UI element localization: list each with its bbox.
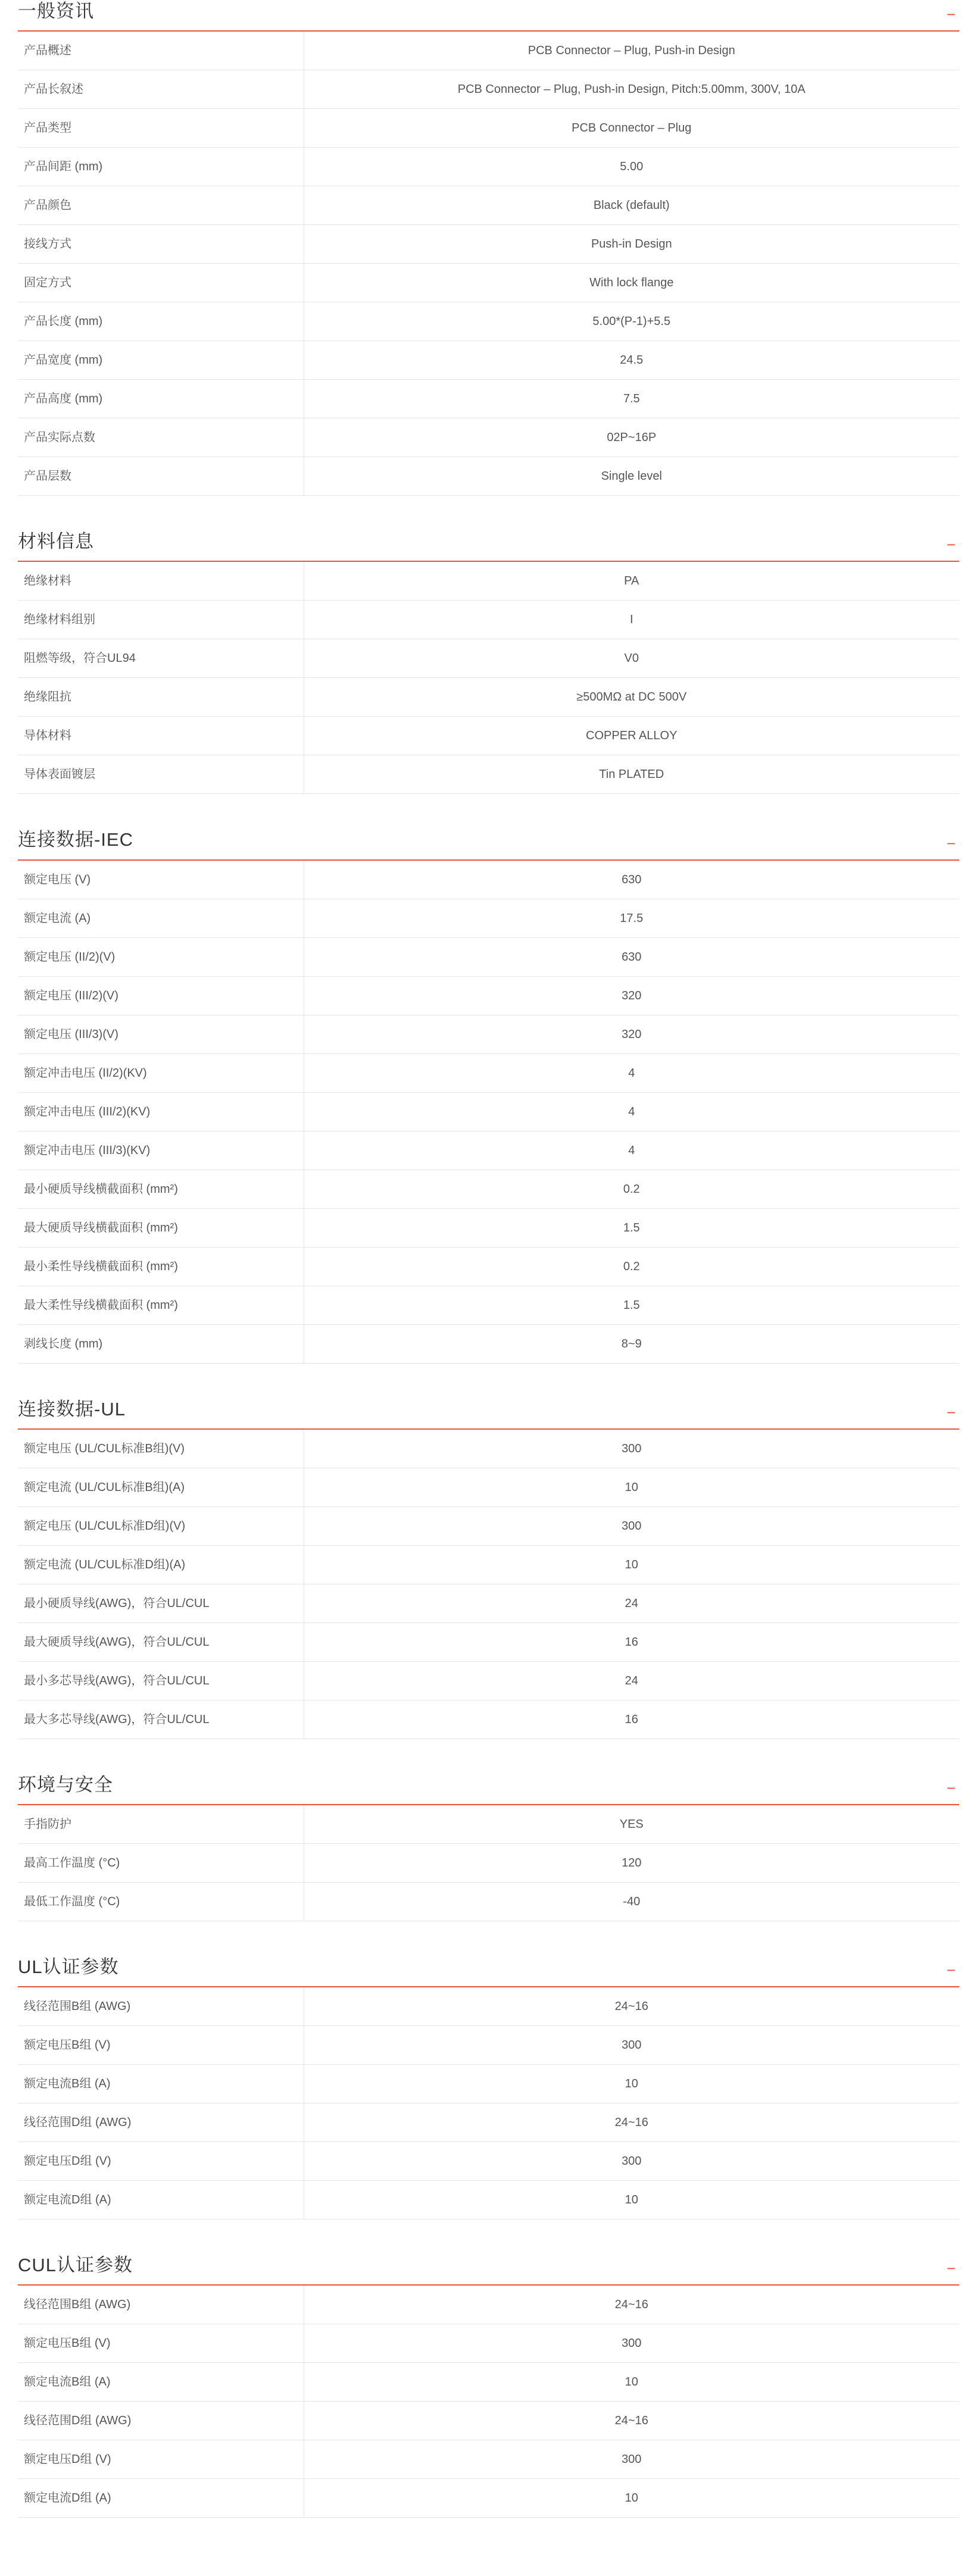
spec-label: 最大多芯导线(AWG)，符合UL/CUL [18, 1700, 304, 1739]
section-title: 连接数据-IEC [18, 829, 133, 851]
table-row [18, 1053, 959, 1092]
spec-label: 线径范围B组 (AWG) [18, 1987, 304, 2026]
spec-label: 导体材料 [18, 717, 304, 755]
spec-value: 630 [622, 873, 642, 886]
spec-label: 绝缘阻抗 [18, 678, 304, 717]
spec-value: 16 [625, 1635, 638, 1649]
spec-value: 300 [622, 2453, 642, 2466]
table-row [18, 1545, 959, 1584]
spec-label: 产品长度 (mm) [18, 302, 304, 341]
table-row [18, 1286, 959, 1324]
spec-value: 24.5 [620, 354, 644, 367]
spec-label: 产品宽度 (mm) [18, 341, 304, 380]
table-row [18, 1170, 959, 1208]
spec-value: 120 [622, 1856, 642, 1870]
table-row [18, 1700, 959, 1739]
spec-label: 最小柔性导线横截面积 (mm²) [18, 1247, 304, 1286]
spec-table [18, 1430, 959, 1739]
spec-table [18, 861, 959, 1364]
spec-value: 24 [625, 1674, 638, 1687]
spec-value: 300 [622, 2337, 642, 2350]
table-row [18, 1506, 959, 1545]
section-header[interactable] [18, 1398, 959, 1430]
spec-label: 额定电流D组 (A) [18, 2479, 304, 2518]
spec-value: 10 [625, 2491, 638, 2505]
spec-label: 额定电压B组 (V) [18, 2324, 304, 2363]
spec-value: Black (default) [593, 199, 670, 212]
spec-label: 额定电压 (UL/CUL标准B组)(V) [18, 1430, 304, 1468]
spec-section [18, 1956, 959, 2219]
section-title: CUL认证参数 [18, 2255, 133, 2276]
table-row [18, 109, 959, 148]
collapse-minus-icon[interactable]: − [946, 1961, 956, 1980]
spec-value: PCB Connector – Plug, Push-in Design [527, 44, 735, 58]
spec-value: -40 [623, 1895, 641, 1908]
spec-label: 绝缘材料组别 [18, 601, 304, 639]
spec-label: 产品间距 (mm) [18, 148, 304, 186]
table-row [18, 148, 959, 186]
spec-label: 额定冲击电压 (III/3)(KV) [18, 1131, 304, 1170]
spec-value: Tin PLATED [599, 768, 664, 781]
spec-value: 10 [625, 1480, 638, 1494]
spec-value: 4 [628, 1105, 635, 1118]
spec-value: 1.5 [623, 1221, 640, 1234]
table-row [18, 1208, 959, 1247]
spec-label: 最小多芯导线(AWG)，符合UL/CUL [18, 1661, 304, 1700]
spec-label: 额定电压B组 (V) [18, 2026, 304, 2065]
table-row [18, 717, 959, 755]
table-row [18, 601, 959, 639]
table-row [18, 186, 959, 225]
table-row [18, 2026, 959, 2065]
spec-label: 额定电压 (UL/CUL标准D组)(V) [18, 1506, 304, 1545]
spec-label: 额定电流 (UL/CUL标准B组)(A) [18, 1468, 304, 1506]
spec-value: 8~9 [621, 1337, 642, 1350]
section-title: 环境与安全 [18, 1774, 113, 1795]
table-row [18, 1247, 959, 1286]
collapse-minus-icon[interactable]: − [946, 5, 956, 24]
spec-table [18, 1805, 959, 1921]
spec-label: 额定冲击电压 (III/2)(KV) [18, 1092, 304, 1131]
spec-label: 最小硬质导线横截面积 (mm²) [18, 1170, 304, 1208]
spec-label: 剥线长度 (mm) [18, 1324, 304, 1363]
spec-label: 绝缘材料 [18, 562, 304, 601]
spec-value: PA [624, 574, 639, 588]
spec-label: 额定冲击电压 (II/2)(KV) [18, 1053, 304, 1092]
spec-table [18, 1987, 959, 2219]
spec-value: V0 [624, 652, 639, 665]
table-row [18, 457, 959, 496]
section-header[interactable] [18, 2254, 959, 2286]
spec-section [18, 2254, 959, 2518]
table-row [18, 1843, 959, 1882]
table-row [18, 1661, 959, 1700]
spec-value: Single level [601, 470, 662, 483]
spec-label: 产品实际点数 [18, 418, 304, 457]
spec-value: 10 [625, 2193, 638, 2207]
table-row [18, 2142, 959, 2181]
section-header[interactable] [18, 530, 959, 562]
spec-label: 额定电压D组 (V) [18, 2440, 304, 2479]
table-row [18, 639, 959, 678]
spec-label: 额定电压 (II/2)(V) [18, 937, 304, 976]
spec-value: 300 [622, 1442, 642, 1455]
table-row [18, 1468, 959, 1506]
spec-value: 1.5 [623, 1298, 640, 1312]
spec-value: 0.2 [623, 1182, 640, 1196]
spec-value: With lock flange [589, 276, 674, 290]
spec-value: 630 [622, 950, 642, 964]
spec-value: 5.00 [620, 160, 644, 174]
section-header[interactable] [18, 1774, 959, 1805]
spec-label: 额定电流 (UL/CUL标准D组)(A) [18, 1545, 304, 1584]
table-row [18, 2479, 959, 2518]
spec-value: 300 [622, 1519, 642, 1533]
section-title: 连接数据-UL [18, 1398, 126, 1420]
spec-label: 额定电流B组 (A) [18, 2363, 304, 2402]
collapse-minus-icon[interactable]: − [946, 536, 956, 554]
spec-value: 17.5 [620, 911, 644, 925]
collapse-minus-icon[interactable]: − [946, 1403, 956, 1421]
spec-value: 320 [622, 989, 642, 1002]
spec-value: 0.2 [623, 1259, 640, 1273]
table-row [18, 937, 959, 976]
table-row [18, 755, 959, 794]
spec-value: 4 [628, 1066, 635, 1080]
table-row [18, 861, 959, 899]
table-row [18, 2065, 959, 2103]
table-row [18, 341, 959, 380]
spec-value: 24~16 [614, 2116, 648, 2130]
spec-value: Push-in Design [591, 237, 672, 251]
collapse-minus-icon[interactable]: − [946, 834, 956, 852]
spec-label: 阻燃等级，符合UL94 [18, 639, 304, 678]
table-row [18, 1324, 959, 1363]
spec-value: 16 [625, 1712, 638, 1726]
spec-label: 额定电流 (A) [18, 899, 304, 937]
spec-section [18, 1774, 959, 1921]
section-title: 材料信息 [18, 531, 94, 552]
spec-label: 额定电压 (III/3)(V) [18, 1015, 304, 1053]
collapse-minus-icon[interactable]: − [946, 2259, 956, 2278]
table-row [18, 2363, 959, 2402]
table-row [18, 678, 959, 717]
spec-section [18, 0, 959, 496]
table-row [18, 1015, 959, 1053]
spec-value: I [629, 613, 633, 627]
spec-table [18, 2286, 959, 2518]
spec-label: 产品高度 (mm) [18, 380, 304, 418]
spec-value: PCB Connector – Plug [572, 121, 692, 135]
table-row [18, 2402, 959, 2440]
spec-label: 线径范围D组 (AWG) [18, 2103, 304, 2142]
spec-value: 320 [622, 1027, 642, 1041]
table-row [18, 1622, 959, 1661]
spec-section [18, 1398, 959, 1739]
table-row [18, 1430, 959, 1468]
spec-value: 10 [625, 2077, 638, 2091]
spec-label: 手指防护 [18, 1805, 304, 1844]
spec-value: 4 [628, 1143, 635, 1157]
table-row [18, 2103, 959, 2142]
spec-label: 导体表面镀层 [18, 755, 304, 794]
spec-value: 10 [625, 1558, 638, 1571]
table-row [18, 380, 959, 418]
spec-label: 额定电压 (III/2)(V) [18, 976, 304, 1015]
table-row [18, 1805, 959, 1844]
spec-table [18, 562, 959, 794]
table-row [18, 2440, 959, 2479]
table-row [18, 1584, 959, 1622]
table-row [18, 2181, 959, 2219]
spec-label: 最大硬质导线横截面积 (mm²) [18, 1208, 304, 1247]
table-row [18, 302, 959, 341]
spec-label: 产品层数 [18, 457, 304, 496]
spec-label: 额定电流B组 (A) [18, 2065, 304, 2103]
section-header[interactable] [18, 1956, 959, 1987]
spec-label: 额定电压 (V) [18, 861, 304, 899]
spec-table [18, 32, 959, 496]
spec-label: 最大柔性导线横截面积 (mm²) [18, 1286, 304, 1324]
table-row [18, 70, 959, 109]
collapse-minus-icon[interactable]: − [946, 1778, 956, 1797]
spec-label: 接线方式 [18, 225, 304, 264]
table-row [18, 225, 959, 264]
spec-label: 额定电流D组 (A) [18, 2181, 304, 2219]
spec-value: 300 [622, 2039, 642, 2052]
table-row [18, 264, 959, 302]
spec-label: 最大硬质导线(AWG)，符合UL/CUL [18, 1622, 304, 1661]
spec-label: 线径范围D组 (AWG) [18, 2402, 304, 2440]
spec-value: COPPER ALLOY [586, 729, 678, 743]
spec-value: 24~16 [614, 2414, 648, 2428]
table-row [18, 562, 959, 601]
table-row [18, 899, 959, 937]
table-row [18, 2286, 959, 2324]
table-row [18, 32, 959, 70]
section-title: UL认证参数 [18, 1956, 119, 1977]
table-row [18, 1131, 959, 1170]
spec-label: 最小硬质导线(AWG)，符合UL/CUL [18, 1584, 304, 1622]
spec-label: 固定方式 [18, 264, 304, 302]
spec-value: PCB Connector – Plug, Push-in Design, Pitch:5.00mm, 300V, 10A [457, 83, 806, 96]
spec-value: ≥500MΩ at DC 500V [576, 690, 687, 704]
table-row [18, 1987, 959, 2026]
spec-label: 线径范围B组 (AWG) [18, 2286, 304, 2324]
section-header[interactable] [18, 0, 959, 32]
section-title: 一般资讯 [18, 1, 94, 21]
table-row [18, 418, 959, 457]
spec-value: 300 [622, 2155, 642, 2168]
spec-value: 24~16 [614, 2000, 648, 2014]
spec-value: 10 [625, 2375, 638, 2389]
spec-label: 产品概述 [18, 32, 304, 70]
section-header[interactable] [18, 829, 959, 860]
spec-label: 产品颜色 [18, 186, 304, 225]
spec-value: 5.00*(P-1)+5.5 [592, 315, 671, 329]
spec-value: 24 [625, 1596, 638, 1610]
table-row [18, 1092, 959, 1131]
spec-value: 02P~16P [607, 431, 657, 445]
spec-label: 最低工作温度 (°C) [18, 1882, 304, 1921]
spec-value: YES [619, 1817, 644, 1831]
spec-label: 产品长叙述 [18, 70, 304, 109]
table-row [18, 2324, 959, 2363]
spec-label: 额定电压D组 (V) [18, 2142, 304, 2181]
table-row [18, 976, 959, 1015]
spec-value: 7.5 [623, 392, 640, 406]
spec-label: 最高工作温度 (°C) [18, 1843, 304, 1882]
spec-label: 产品类型 [18, 109, 304, 148]
table-row [18, 1882, 959, 1921]
spec-section [18, 829, 959, 1363]
spec-section [18, 530, 959, 794]
spec-value: 24~16 [614, 2298, 648, 2312]
